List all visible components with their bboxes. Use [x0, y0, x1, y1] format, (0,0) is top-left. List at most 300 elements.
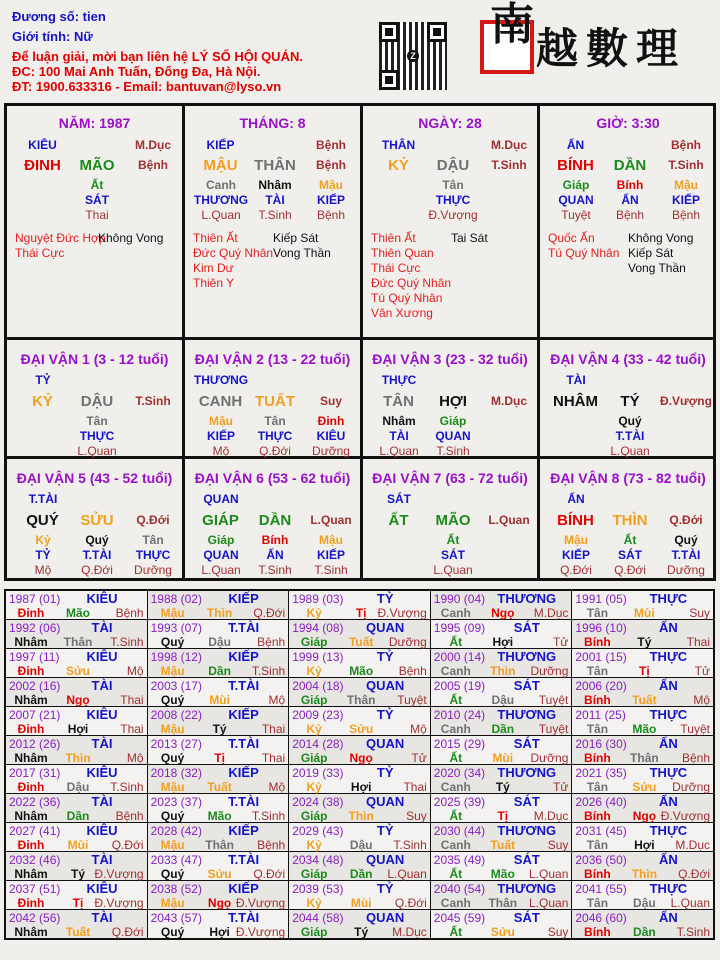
year-branch: Dậu	[491, 693, 515, 707]
hidden-stem: Mậu	[564, 533, 588, 547]
earthly-branch: THÌN	[612, 512, 648, 529]
ten-god: THỰC	[649, 591, 688, 606]
ten-god: THỰC	[649, 707, 688, 722]
year-branch: Mùi	[67, 838, 89, 852]
year-label: 2008 (22)	[150, 708, 202, 722]
good-star: Nguyệt Đức Hợp	[15, 231, 106, 245]
year-label: 1994 (08)	[292, 621, 344, 635]
ten-god: TỶ	[376, 881, 394, 896]
earthly-branch: DẦN	[258, 512, 292, 529]
year-stem: Bính	[584, 809, 611, 823]
hidden-state: Dưỡng	[312, 444, 350, 458]
year-label: 2028 (42)	[150, 824, 202, 838]
year-cell	[147, 678, 289, 707]
year-cell	[5, 590, 147, 620]
year-cell	[572, 620, 714, 649]
hidden-stem: Giáp	[562, 178, 590, 192]
year-label: 2039 (53)	[292, 882, 344, 896]
year-label: 2026 (40)	[575, 795, 627, 809]
year-cell	[147, 649, 289, 678]
year-state: Thai	[686, 635, 710, 649]
hidden-star: THỰC	[257, 429, 293, 443]
top-state: Bệnh	[316, 138, 346, 152]
year-stem: Quý	[160, 693, 185, 707]
bad-stars	[273, 231, 331, 261]
table-row	[5, 678, 714, 707]
year-label: 1998 (12)	[150, 650, 202, 664]
year-state: Dưỡng	[530, 751, 569, 765]
good-star: Thiên Quan	[371, 246, 434, 260]
year-cell	[572, 649, 714, 678]
ten-god: TÀI	[91, 620, 113, 635]
year-cell	[289, 649, 431, 678]
hidden-stem: Tân	[264, 414, 286, 428]
hidden-state: Mộ	[212, 444, 230, 458]
year-branch: Tị	[214, 751, 225, 765]
hidden-state: Bệnh	[671, 208, 701, 222]
year-state: M.Dục	[533, 809, 569, 823]
pillar-3	[540, 106, 716, 340]
year-branch: Dần	[66, 809, 90, 823]
year-state: Bệnh	[257, 635, 286, 649]
year-label: 1995 (09)	[433, 621, 486, 635]
hidden-star: SÁT	[441, 548, 465, 562]
ten-god: THỰC	[649, 823, 688, 838]
year-label: 2046 (60)	[575, 911, 627, 925]
year-branch: Mùi	[350, 896, 372, 910]
year-branch: Tý	[212, 722, 227, 736]
year-stem: Mậu	[160, 896, 185, 910]
dai-van-title: ĐẠI VẬN 3 (23 - 32 tuổi)	[372, 351, 528, 367]
top-state: M.Dục	[491, 138, 527, 152]
hidden-stem: Đinh	[317, 414, 345, 428]
year-cell	[289, 707, 431, 736]
bad-star: Không Vong	[98, 231, 164, 245]
year-branch: Thìn	[206, 606, 233, 620]
year-branch: Mùi	[209, 693, 230, 707]
year-stem: Nhâm	[14, 693, 48, 707]
earthly-branch: DẦN	[613, 157, 647, 174]
year-cell	[5, 649, 147, 678]
year-branch: Thân	[630, 751, 659, 765]
ten-god: QUAN	[366, 620, 405, 635]
good-star: Tú Quý Nhân	[548, 246, 620, 260]
year-state: Mộ	[126, 751, 144, 765]
hidden-stem: Quý	[85, 533, 109, 547]
year-label: 2006 (20)	[575, 679, 627, 693]
ten-god: KIÊU	[86, 823, 118, 838]
year-branch: Sửu	[632, 780, 657, 794]
ten-god: QUAN	[366, 852, 405, 867]
year-cell	[430, 736, 572, 765]
dai-van-title: ĐẠI VẬN 8 (73 - 82 tuổi)	[550, 470, 706, 486]
year-stem: Mậu	[160, 606, 185, 620]
year-stem: Giáp	[300, 635, 328, 649]
year-stem: Bính	[584, 925, 611, 939]
hidden-star: SÁT	[618, 548, 642, 562]
year-state: Dưỡng	[388, 635, 427, 649]
bad-star: Vong Thần	[628, 261, 686, 275]
year-branch: Tuất	[348, 635, 374, 649]
dai-van-5	[7, 459, 185, 578]
year-branch: Tị	[639, 664, 650, 678]
year-cell	[430, 678, 572, 707]
year-branch: Thìn	[348, 809, 374, 823]
year-branch: Hợi	[634, 838, 655, 852]
year-stem: Bính	[584, 693, 611, 707]
year-state: Đ.Vượng	[660, 809, 710, 823]
year-label: 1989 (03)	[292, 592, 344, 606]
year-state: Tuyệt	[680, 722, 710, 736]
hidden-star: T.TÀI	[615, 429, 645, 443]
hidden-stem: Tân	[142, 533, 164, 547]
year-label: 2002 (16)	[9, 679, 61, 693]
ten-god: ẤN	[658, 910, 678, 925]
year-cell	[430, 910, 572, 940]
year-state: Đ.Vượng	[377, 606, 427, 620]
hidden-state: Mộ	[34, 563, 52, 577]
year-stem: Mậu	[160, 664, 185, 678]
year-branch: Dậu	[66, 780, 90, 794]
ten-god: SÁT	[513, 794, 540, 809]
hidden-star: TÀI	[265, 193, 285, 207]
hidden-stem: Ất	[446, 533, 460, 547]
table-row	[5, 736, 714, 765]
year-branch: Dần	[349, 867, 373, 881]
year-branch: Mão	[207, 809, 232, 823]
year-branch: Sửu	[207, 867, 232, 881]
heavenly-stem: GIÁP	[202, 512, 239, 529]
year-cell	[572, 794, 714, 823]
year-cell	[289, 590, 431, 620]
year-label: 2010 (24)	[433, 708, 486, 722]
top-star: QUAN	[203, 492, 239, 506]
hidden-star: TÀI	[389, 429, 409, 443]
hidden-star: KIẾP	[316, 548, 345, 562]
ten-god: TÀI	[91, 852, 113, 867]
year-state: Q.Đới	[394, 896, 427, 910]
year-state: Q.Đới	[253, 867, 286, 881]
table-row	[5, 910, 714, 940]
pillar-title: THÁNG: 8	[239, 115, 306, 131]
hidden-stem: Bính	[616, 178, 644, 192]
hidden-state: Đ.Vượng	[428, 208, 478, 222]
ten-god: ẤN	[658, 620, 678, 635]
year-cell	[147, 590, 289, 620]
ten-god: TÀI	[91, 910, 113, 925]
year-cell	[5, 794, 147, 823]
ten-god: THỰC	[649, 765, 688, 780]
year-state: Tuyệt	[538, 693, 569, 707]
good-stars	[371, 231, 451, 321]
year-label: 2023 (37)	[150, 795, 202, 809]
year-branch: Mão	[632, 722, 657, 736]
hidden-stem: Mậu	[319, 533, 343, 547]
year-branch: Mùi	[634, 606, 655, 620]
year-cell	[147, 881, 289, 910]
year-stem: Kỷ	[306, 780, 322, 794]
year-label: 2034 (48)	[292, 853, 344, 867]
bad-star: Kiếp Sát	[628, 246, 674, 260]
top-star: THƯƠNG	[193, 373, 249, 387]
year-cell	[147, 707, 289, 736]
year-cell	[289, 620, 431, 649]
year-stem: Đinh	[17, 606, 45, 620]
year-stem: Đinh	[17, 896, 45, 910]
good-stars	[548, 231, 619, 261]
year-state: Đ.Vượng	[94, 896, 144, 910]
top-star: KIẾP	[206, 138, 235, 152]
year-branch: Hợi	[492, 635, 514, 649]
year-stem: Giáp	[300, 867, 328, 881]
year-branch: Hợi	[209, 925, 230, 939]
dai-van-title: ĐẠI VẬN 1 (3 - 12 tuổi)	[20, 351, 169, 367]
branch-state: Q.Đới	[669, 513, 703, 527]
hidden-stem: Quý	[618, 414, 642, 428]
year-state: Thai	[261, 751, 286, 765]
year-label: 1988 (02)	[150, 592, 202, 606]
year-label: 2031 (45)	[575, 824, 627, 838]
hidden-state: L.Quan	[77, 444, 117, 458]
year-cell	[289, 794, 431, 823]
year-state: Thai	[120, 722, 144, 736]
year-state: Bệnh	[115, 809, 144, 823]
year-label: 2030 (44)	[433, 824, 486, 838]
header-info	[12, 9, 303, 94]
top-star: SÁT	[387, 492, 411, 506]
ten-god: QUAN	[366, 910, 405, 925]
table-row	[5, 852, 714, 881]
branch-state: Q.Đới	[136, 513, 170, 527]
year-label: 1996 (10)	[575, 621, 627, 635]
year-branch: Dần	[633, 925, 656, 939]
hidden-star: THỰC	[435, 193, 471, 207]
year-stem: Canh	[440, 896, 471, 910]
hidden-star: QUAN	[558, 193, 594, 207]
hidden-state: L.Quan	[201, 208, 241, 222]
year-stem: Mậu	[160, 722, 185, 736]
year-branch: Mão	[349, 664, 374, 678]
year-cell	[572, 590, 714, 620]
table-row	[5, 881, 714, 910]
year-stem: Quý	[160, 867, 185, 881]
hidden-star: ẤN	[266, 548, 284, 562]
year-label: 2033 (47)	[150, 853, 202, 867]
year-branch: Mão	[490, 867, 515, 881]
good-star: Quốc Ấn	[548, 231, 595, 245]
year-branch: Sửu	[65, 664, 91, 678]
year-label: 2042 (56)	[9, 911, 61, 925]
good-star: Tú Quý Nhân	[371, 291, 443, 305]
year-cell	[572, 678, 714, 707]
year-cell	[572, 823, 714, 852]
year-stem: Bính	[584, 867, 611, 881]
duong-so: Đương số: tien	[12, 9, 106, 24]
ten-god: KIÊU	[86, 765, 118, 780]
year-stem: Quý	[160, 635, 185, 649]
year-state: Tử	[411, 751, 427, 765]
year-cell	[572, 852, 714, 881]
good-star: Kim Dư	[193, 261, 234, 275]
year-state: Bệnh	[257, 838, 286, 852]
pillar-2	[363, 106, 540, 340]
branch-state: T.Sinh	[668, 158, 704, 172]
year-branch: Thân	[205, 838, 234, 852]
hidden-state: Q.Đới	[81, 563, 113, 577]
year-cell	[5, 823, 147, 852]
year-branch: Thân	[488, 896, 518, 910]
year-cell	[147, 765, 289, 794]
hidden-stem: Ất	[623, 533, 637, 547]
hidden-state: T.Sinh	[258, 208, 292, 222]
year-label: 2044 (58)	[292, 911, 344, 925]
hidden-star: KIẾP	[206, 429, 235, 443]
branch-state: M.Dục	[491, 394, 527, 408]
dai-van-title: ĐẠI VẬN 5 (43 - 52 tuổi)	[16, 470, 173, 486]
year-label: 2018 (32)	[150, 766, 202, 780]
year-label: 2014 (28)	[292, 737, 344, 751]
year-stem: Tân	[586, 838, 609, 852]
good-star: Thiên Ất	[371, 231, 416, 245]
year-stem: Giáp	[300, 751, 328, 765]
year-state: T.Sinh	[110, 780, 144, 794]
table-row	[5, 794, 714, 823]
ten-god: KIÊU	[86, 881, 118, 896]
year-cell	[430, 881, 572, 910]
hidden-state: Dưỡng	[667, 563, 705, 577]
year-stem: Ất	[449, 867, 463, 881]
top-star: THỰC	[381, 373, 417, 387]
ten-god: KIẾP	[228, 823, 259, 838]
year-state: Tuyệt	[538, 722, 569, 736]
table-row	[5, 620, 714, 649]
ten-god: TÀI	[91, 736, 113, 751]
year-cell	[572, 881, 714, 910]
year-stem: Đinh	[17, 664, 45, 678]
year-cell	[147, 794, 289, 823]
hidden-stem: Giáp	[207, 533, 235, 547]
bad-star: Kiếp Sát	[273, 231, 319, 245]
brand-title: 越數理	[536, 24, 687, 73]
hidden-star: TỶ	[35, 548, 51, 562]
year-cell	[147, 736, 289, 765]
year-state: Tử	[694, 664, 710, 678]
hidden-star: ẤN	[621, 193, 639, 207]
year-cell	[289, 678, 431, 707]
ten-god: KIẾP	[228, 881, 259, 896]
year-label: 1997 (11)	[9, 650, 60, 664]
ten-god: TỶ	[376, 707, 394, 722]
year-cell	[430, 765, 572, 794]
year-cell	[430, 590, 572, 620]
year-branch: Thân	[63, 635, 93, 649]
year-state: Suy	[406, 809, 427, 823]
year-cell	[289, 823, 431, 852]
earthly-branch: TUẤT	[255, 393, 295, 410]
branch-state: Bệnh	[316, 158, 346, 172]
year-branch: Hợi	[350, 780, 372, 794]
year-label: 2041 (55)	[575, 882, 627, 896]
heavenly-stem: MẬU	[203, 157, 238, 174]
branch-state: Đ.Vượng	[660, 394, 712, 408]
year-label: 2004 (18)	[292, 679, 344, 693]
bad-stars	[98, 231, 163, 246]
top-star: ẤN	[566, 138, 585, 152]
hidden-stem: Mậu	[674, 178, 698, 192]
year-branch: Thìn	[490, 664, 516, 678]
year-branch: Dần	[491, 722, 515, 736]
earthly-branch: THÂN	[254, 157, 296, 174]
year-branch: Thân	[346, 693, 376, 707]
ten-god: KIẾP	[228, 707, 259, 722]
table-row	[5, 649, 714, 678]
year-state: Bệnh	[681, 751, 710, 765]
good-star: Văn Xương	[371, 306, 433, 320]
gioi-tinh: Giới tính: Nữ	[12, 29, 93, 44]
year-state: Đ.Vượng	[235, 896, 286, 910]
pillar-title: NGÀY: 28	[418, 115, 482, 131]
ten-god: T.TÀI	[228, 620, 260, 635]
year-label: 2013 (27)	[150, 737, 202, 751]
year-label: 2016 (30)	[575, 737, 627, 751]
year-label: 2036 (50)	[575, 853, 627, 867]
top-star: TỶ	[35, 373, 51, 387]
year-branch: Dậu	[633, 896, 656, 910]
dai-van-8	[540, 459, 716, 578]
dai-van-title: ĐẠI VẬN 7 (63 - 72 tuổi)	[372, 470, 528, 486]
year-state: Tử	[553, 635, 569, 649]
year-state: Tử	[553, 780, 569, 794]
year-branch: Ngọ	[207, 896, 232, 910]
hidden-star: T.TÀI	[82, 548, 112, 562]
pillar-title: NĂM: 1987	[58, 115, 131, 131]
year-state: Mộ	[410, 722, 427, 736]
year-stem: Nhâm	[14, 867, 48, 881]
branch-state: Suy	[319, 394, 342, 408]
year-cell	[572, 910, 714, 940]
hidden-state: T.Sinh	[314, 563, 348, 577]
year-stem: Đinh	[17, 838, 45, 852]
ten-god: KIẾP	[228, 765, 259, 780]
hidden-state: T.Sinh	[258, 563, 292, 577]
ten-god: KIÊU	[86, 649, 118, 664]
year-stem: Canh	[440, 664, 471, 678]
year-state: L.Quan	[670, 896, 710, 910]
year-stem: Quý	[160, 751, 185, 765]
qr-code-icon[interactable]: Z	[379, 22, 447, 90]
hidden-state: Tuyệt	[561, 208, 591, 222]
top-star: TÀI	[566, 373, 586, 387]
hidden-state: Bệnh	[316, 208, 346, 222]
year-state: Mộ	[126, 664, 144, 678]
year-label: 2038 (52)	[150, 882, 202, 896]
bad-star: Không Vong	[628, 231, 694, 245]
dai-van-title: ĐẠI VẬN 2 (13 - 22 tuổi)	[194, 351, 351, 367]
year-label: 2001 (15)	[575, 650, 627, 664]
year-state: T.Sinh	[393, 838, 427, 852]
hidden-state: Q.Đới	[259, 444, 291, 458]
year-stem: Canh	[440, 722, 471, 736]
hidden-state: Thai	[85, 208, 109, 222]
year-stem: Kỷ	[306, 896, 322, 910]
year-stem: Đinh	[17, 780, 45, 794]
year-cell	[430, 794, 572, 823]
year-cell	[147, 852, 289, 881]
yearly-luck-table	[4, 589, 715, 940]
year-cell	[5, 707, 147, 736]
branch-state: Bệnh	[138, 158, 168, 172]
year-branch: Mão	[66, 606, 90, 620]
